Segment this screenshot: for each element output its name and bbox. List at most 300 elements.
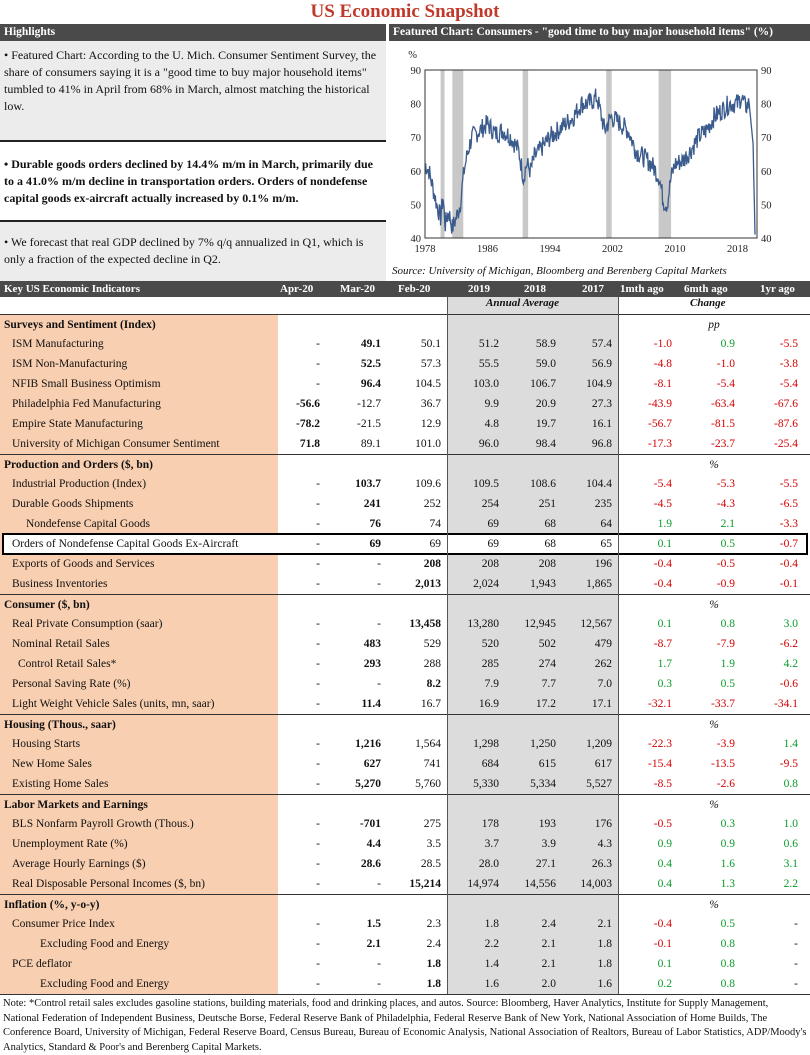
cell-value: 1.9 [657, 518, 672, 530]
cell-value: - [794, 958, 798, 970]
table-row [0, 754, 810, 774]
x-tick-label: 2002 [601, 244, 623, 255]
cell-value: 59.0 [535, 358, 556, 370]
cell-value: 104.4 [586, 478, 612, 490]
row-label: Real Disposable Personal Incomes ($, bn) [12, 878, 205, 890]
section-unit: % [709, 719, 719, 731]
cell-value: -78.2 [296, 418, 320, 430]
table-row [0, 434, 810, 454]
cell-value: 103.0 [473, 378, 499, 390]
cell-value: 1.8 [597, 938, 612, 950]
cell-value: -0.4 [653, 918, 672, 930]
cell-value: -5.4 [716, 378, 735, 390]
cell-value: 20.9 [535, 398, 556, 410]
cell-value: -8.5 [653, 778, 672, 790]
row-label: Housing Starts [12, 738, 81, 750]
cell-value: -0.7 [779, 538, 798, 550]
table-row [0, 474, 810, 494]
row-label: Unemployment Rate (%) [12, 838, 128, 850]
cell-value: 1,250 [530, 738, 556, 750]
cell-value: -67.6 [774, 398, 798, 410]
cell-value: 1.3 [720, 878, 735, 890]
cell-value: -0.4 [653, 578, 672, 590]
cell-value: -0.4 [779, 558, 798, 570]
table-row [0, 414, 810, 434]
cell-value: 2.0 [541, 978, 556, 990]
cell-value: 19.7 [535, 418, 556, 430]
cell-value: 2.1 [541, 938, 556, 950]
row-label: Control Retail Sales* [18, 658, 117, 670]
section-unit: % [709, 459, 719, 471]
cell-value: 9.9 [484, 398, 499, 410]
cell-value: 0.8 [720, 938, 735, 950]
cell-value: 2.4 [426, 938, 441, 950]
cell-value: -1.0 [653, 338, 672, 350]
cell-value: 483 [363, 638, 381, 650]
cell-value: 3.1 [783, 858, 798, 870]
col-header: 2017 [582, 283, 604, 295]
cell-value: 7.9 [484, 678, 499, 690]
cell-value: 0.3 [720, 818, 735, 830]
row-label: ISM Manufacturing [12, 338, 104, 350]
cell-value: -17.3 [648, 438, 672, 450]
cell-value: 16.7 [420, 698, 441, 710]
cell-value: -21.5 [357, 418, 381, 430]
cell-value: -3.9 [716, 738, 735, 750]
table-row [0, 774, 810, 794]
highlights-header: Highlights [0, 24, 386, 41]
cell-value: 1.8 [426, 958, 441, 970]
cell-value: - [316, 498, 320, 510]
table-row [0, 334, 810, 354]
cell-value: 55.5 [478, 358, 499, 370]
cell-value: 176 [594, 818, 612, 830]
cell-value: - [377, 678, 381, 690]
cell-value: 28.0 [478, 858, 499, 870]
cell-value: 2.1 [597, 918, 612, 930]
cell-value: 96.4 [360, 378, 381, 390]
cell-value: 529 [423, 638, 441, 650]
cell-value: 1,298 [473, 738, 499, 750]
cell-value: -1.0 [716, 358, 735, 370]
cell-value: 0.5 [720, 678, 735, 690]
cell-value: 0.9 [720, 838, 735, 850]
cell-value: 1.5 [366, 918, 381, 930]
cell-value: - [316, 658, 320, 670]
row-label: Existing Home Sales [12, 778, 109, 790]
cell-value: 293 [363, 658, 381, 670]
cell-value: 1.9 [720, 658, 735, 670]
cell-value: 0.1 [657, 538, 672, 550]
table-row [0, 614, 810, 634]
page-title: US Economic Snapshot [310, 1, 500, 22]
cell-value: 58.9 [535, 338, 556, 350]
section-unit: % [709, 799, 719, 811]
cell-value: 0.4 [657, 858, 672, 870]
cell-value: 28.6 [360, 858, 381, 870]
y-tick-label-left: 90 [410, 66, 421, 77]
cell-value: 0.3 [657, 678, 672, 690]
y-tick-label-left: 70 [410, 133, 421, 145]
cell-value: 0.1 [657, 958, 672, 970]
cell-value: 16.1 [591, 418, 612, 430]
row-label: Consumer Price Index [12, 918, 115, 930]
row-label: Nondefense Capital Goods [26, 518, 150, 530]
table-row [0, 374, 810, 394]
table-row [0, 514, 810, 534]
cell-value: 3.5 [426, 838, 441, 850]
table-row [0, 654, 810, 674]
row-label: Exports of Goods and Services [12, 558, 155, 570]
cell-value: 103.7 [355, 478, 381, 490]
cell-value: -2.6 [716, 778, 735, 790]
cell-value: - [377, 958, 381, 970]
cell-value: -5.5 [779, 478, 798, 490]
cell-value: 69 [487, 538, 499, 550]
cell-value: 1,209 [586, 738, 612, 750]
y-tick-label-left: 60 [410, 166, 421, 178]
section-title: Production and Orders ($, bn) [4, 459, 153, 471]
cell-value: - [316, 518, 320, 530]
cell-value: 57.3 [420, 358, 441, 370]
cell-value: - [316, 478, 320, 490]
highlight-item: • Durable goods orders declined by 14.4% m/m in March, primarily due to a 41.0% m/m decline in transportation orders. Orders of nondefense capital goods ex-aircraft actually increased by 0.1% m/m. [0, 142, 386, 222]
row-label: PCE deflator [12, 958, 72, 970]
cell-value: - [377, 978, 381, 990]
cell-value: 5,334 [530, 778, 556, 790]
section-unit: % [709, 899, 719, 911]
table-row [0, 974, 810, 994]
cell-value: 11.4 [361, 698, 381, 710]
section-title: Consumer ($, bn) [4, 599, 90, 611]
cell-value: 12,945 [524, 618, 556, 630]
cell-value: -56.6 [296, 398, 320, 410]
table-row [0, 394, 810, 414]
cell-value: 96.0 [478, 438, 499, 450]
table-row [0, 734, 810, 754]
indicators-header [0, 281, 810, 297]
col-header: 2019 [468, 283, 490, 295]
cell-value: 0.1 [657, 618, 672, 630]
cell-value: 0.5 [720, 918, 735, 930]
cell-value: 4.8 [484, 418, 499, 430]
cell-value: -9.5 [779, 758, 798, 770]
cell-value: -23.7 [711, 438, 735, 450]
cell-value: 65 [600, 538, 612, 550]
cell-value: 68 [544, 538, 556, 550]
cell-value: 3.9 [541, 838, 556, 850]
section-unit: % [709, 599, 719, 611]
cell-value: 1.4 [783, 738, 798, 750]
x-tick-label: 2018 [726, 244, 748, 255]
table-row [0, 694, 810, 714]
cell-value: 251 [538, 498, 556, 510]
col-header: 1yr ago [760, 283, 795, 295]
cell-value: 0.8 [783, 778, 798, 790]
cell-value: -0.9 [716, 578, 735, 590]
y-tick-label-right: 80 [761, 99, 772, 111]
cell-value: 14,974 [467, 878, 499, 890]
row-label: Orders of Nondefense Capital Goods Ex-Aircraft [12, 538, 239, 550]
cell-value: - [316, 918, 320, 930]
cell-value: - [316, 758, 320, 770]
y-tick-label-right: 90 [761, 66, 772, 77]
cell-value: - [316, 958, 320, 970]
cell-value: -6.2 [779, 638, 798, 650]
cell-value: 208 [538, 558, 556, 570]
cell-value: 196 [594, 558, 612, 570]
cell-value: 4.2 [783, 658, 798, 670]
cell-value: - [316, 858, 320, 870]
cell-value: -5.3 [716, 478, 735, 490]
cell-value: 0.5 [720, 538, 735, 550]
cell-value: - [794, 978, 798, 990]
cell-value: 2.4 [541, 918, 556, 930]
cell-value: 0.9 [657, 838, 672, 850]
cell-value: -0.1 [653, 938, 672, 950]
cell-value: -34.1 [774, 698, 798, 710]
cell-value: 2,024 [473, 578, 499, 590]
cell-value: 2.2 [783, 878, 798, 890]
change-label: Change [690, 297, 726, 309]
recession-bar [659, 70, 671, 238]
section-row [0, 894, 810, 914]
cell-value: 8.2 [426, 678, 441, 690]
cell-value: -5.5 [779, 338, 798, 350]
cell-value: 4.3 [597, 838, 612, 850]
cell-value: - [316, 618, 320, 630]
cell-value: 208 [423, 558, 441, 570]
cell-value: - [316, 558, 320, 570]
cell-value: - [316, 738, 320, 750]
indicators-title: Key US Economic Indicators [4, 283, 140, 295]
table-row [0, 574, 810, 594]
cell-value: -13.5 [711, 758, 735, 770]
row-label: Real Private Consumption (saar) [12, 618, 163, 630]
cell-value: 4.4 [366, 838, 381, 850]
row-label: New Home Sales [12, 758, 92, 770]
x-tick-label: 1994 [539, 244, 561, 255]
cell-value: - [794, 918, 798, 930]
row-label: BLS Nonfarm Payroll Growth (Thous.) [12, 818, 194, 830]
cell-value: -0.6 [779, 678, 798, 690]
cell-value: 275 [423, 818, 441, 830]
cell-value: - [316, 638, 320, 650]
cell-value: 7.0 [597, 678, 612, 690]
table-row [0, 874, 810, 894]
cell-value: 479 [594, 638, 612, 650]
row-label: Philadelphia Fed Manufacturing [12, 398, 161, 410]
y-axis-unit: % [408, 50, 417, 61]
cell-value: - [316, 838, 320, 850]
cell-value: - [316, 578, 320, 590]
cell-value: -3.8 [779, 358, 798, 370]
table-row [0, 554, 810, 574]
cell-value: 1.8 [484, 918, 499, 930]
row-label: Average Hourly Earnings ($) [12, 858, 146, 870]
cell-value: - [316, 938, 320, 950]
y-tick-label-left: 40 [410, 234, 421, 245]
table-row [0, 674, 810, 694]
cell-value: -0.5 [653, 818, 672, 830]
cell-value: 14,556 [524, 878, 556, 890]
cell-value: 27.3 [591, 398, 612, 410]
cell-value: 27.1 [535, 858, 556, 870]
cell-value: 617 [594, 758, 612, 770]
cell-value: 0.4 [657, 878, 672, 890]
table-row [0, 634, 810, 654]
cell-value: 615 [538, 758, 556, 770]
cell-value: 208 [481, 558, 499, 570]
cell-value: 56.9 [591, 358, 612, 370]
cell-value: 520 [481, 638, 499, 650]
cell-value: 274 [538, 658, 556, 670]
cell-value: 17.2 [535, 698, 556, 710]
cell-value: - [316, 878, 320, 890]
cell-value: 28.5 [420, 858, 441, 870]
cell-value: - [316, 358, 320, 370]
table-row [0, 934, 810, 954]
cell-value: 502 [538, 638, 556, 650]
col-header: 6mth ago [684, 283, 728, 295]
cell-value: 262 [594, 658, 612, 670]
section-title: Housing (Thous., saar) [4, 719, 116, 731]
y-tick-label-right: 60 [761, 166, 772, 178]
column-divider [447, 297, 448, 994]
cell-value: 0.9 [720, 338, 735, 350]
cell-value: 5,330 [473, 778, 499, 790]
cell-value: 1,865 [586, 578, 612, 590]
section-title: Inflation (%, y-o-y) [4, 899, 100, 911]
row-label: Industrial Production (Index) [12, 478, 147, 490]
cell-value: 1,564 [415, 738, 441, 750]
chart-source: Source: University of Michigan, Bloomberg and Berenberg Capital Markets [392, 265, 727, 277]
cell-value: -4.5 [653, 498, 672, 510]
cell-value: -7.9 [716, 638, 735, 650]
cell-value: 74 [429, 518, 441, 530]
cell-value: 101.0 [415, 438, 441, 450]
cell-value: 108.6 [530, 478, 556, 490]
cell-value: -81.5 [711, 418, 735, 430]
cell-value: 235 [594, 498, 612, 510]
y-tick-label-right: 70 [761, 133, 772, 145]
cell-value: 252 [423, 498, 441, 510]
cell-value: -56.7 [648, 418, 672, 430]
cell-value: 14,003 [580, 878, 612, 890]
cell-value: 1.6 [484, 978, 499, 990]
cell-value: 49.1 [360, 338, 381, 350]
cell-value: 1.8 [597, 958, 612, 970]
cell-value: 15,214 [409, 878, 441, 890]
cell-value: 5,760 [415, 778, 441, 790]
cell-value: 0.8 [720, 978, 735, 990]
cell-value: 2.1 [541, 958, 556, 970]
cell-value: 684 [481, 758, 499, 770]
section-row [0, 794, 810, 814]
cell-value: - [377, 878, 381, 890]
col-header: Apr-20 [280, 283, 314, 295]
table-row [0, 354, 810, 374]
row-label: NFIB Small Business Optimism [12, 378, 161, 390]
cell-value: 2.3 [426, 918, 441, 930]
cell-value: -87.6 [774, 418, 798, 430]
y-tick-label-left: 80 [410, 99, 421, 111]
cell-value: - [316, 698, 320, 710]
cell-value: 64 [600, 518, 612, 530]
cell-value: -12.7 [357, 398, 381, 410]
cell-value: 5,270 [355, 778, 381, 790]
cell-value: -63.4 [711, 398, 735, 410]
cell-value: 2.1 [720, 518, 735, 530]
cell-value: 50.1 [420, 338, 441, 350]
x-tick-label: 2010 [664, 244, 686, 255]
y-tick-label-right: 40 [761, 234, 772, 245]
cell-value: -5.4 [653, 478, 672, 490]
cell-value: 71.8 [299, 438, 320, 450]
cell-value: 96.8 [591, 438, 612, 450]
cell-value: -15.4 [648, 758, 672, 770]
cell-value: 17.1 [591, 698, 612, 710]
cell-value: 36.7 [420, 398, 441, 410]
table-row [0, 814, 810, 834]
cell-value: - [377, 618, 381, 630]
cell-value: 12.9 [420, 418, 441, 430]
footnote: Note: *Control retail sales excludes gasoline stations, building materials, food and drinking places, and autos. Source: Bloomberg, Haver Analytics, Institute for Supply Management, National Federation of Independent Business, Deutsche Borse, Federal Reserve Bank of Philadelphia, Federal Reserve Bank of New York, National Association of Home Builds, The Conference Board, University of Michigan, Federal Reserve Board, Census Bureau, Bureau of Economic Analysis, National Association of Realtors, Bureau of Labor Statistics, ADP/Moody's Analytics, Standard & Poor's and Berenberg Capital Markets. [0, 994, 810, 1055]
section-row [0, 594, 810, 614]
cell-value: 288 [423, 658, 441, 670]
row-label: Durable Goods Shipments [12, 498, 134, 510]
table-row [0, 854, 810, 874]
table-row [0, 914, 810, 934]
section-row [0, 714, 810, 734]
cell-value: - [377, 558, 381, 570]
cell-value: -6.5 [779, 498, 798, 510]
cell-value: - [316, 818, 320, 830]
cell-value: 193 [538, 818, 556, 830]
cell-value: -25.4 [774, 438, 798, 450]
featured-chart-header: Featured Chart: Consumers - "good time to buy major household items" (%) [389, 24, 810, 41]
row-label: Empire State Manufacturing [12, 418, 143, 430]
table-row [0, 494, 810, 514]
cell-value: 3.7 [484, 838, 499, 850]
x-tick-label: 1986 [476, 244, 498, 255]
cell-value: 51.2 [478, 338, 499, 350]
cell-value: 254 [481, 498, 499, 510]
cell-value: 1.6 [597, 978, 612, 990]
cell-value: -3.3 [779, 518, 798, 530]
cell-value: 16.9 [478, 698, 499, 710]
col-header: 1mth ago [620, 283, 664, 295]
cell-value: 1.7 [657, 658, 672, 670]
row-label: Excluding Food and Energy [40, 938, 170, 950]
cell-value: - [794, 938, 798, 950]
cell-value: 0.8 [720, 618, 735, 630]
cell-value: -22.3 [648, 738, 672, 750]
cell-value: -33.7 [711, 698, 735, 710]
cell-value: -8.7 [653, 638, 672, 650]
col-header: 2018 [524, 283, 546, 295]
cell-value: 68 [544, 518, 556, 530]
cell-value: -0.5 [716, 558, 735, 570]
cell-value: 76 [369, 518, 381, 530]
cell-value: 1.8 [426, 978, 441, 990]
row-label: Nominal Retail Sales [12, 638, 110, 650]
cell-value: - [377, 578, 381, 590]
cell-value: -43.9 [648, 398, 672, 410]
column-divider [618, 297, 619, 994]
cell-value: 627 [363, 758, 381, 770]
cell-value: 104.9 [586, 378, 612, 390]
